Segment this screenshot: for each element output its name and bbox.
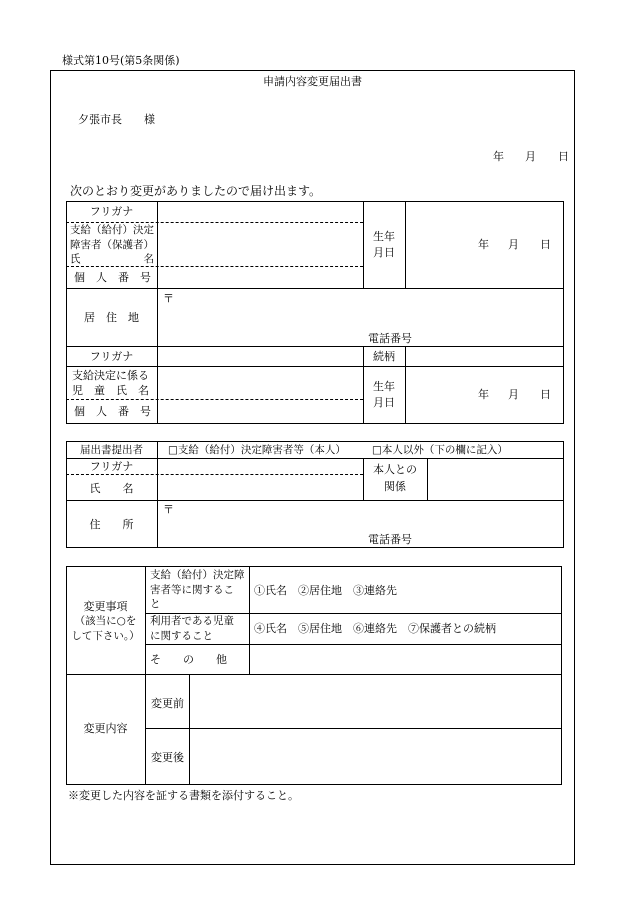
form-number: 様式第10号(第5条関係): [62, 54, 180, 67]
birth-month: 月: [508, 238, 519, 251]
submitter-phone-label: 電話番号: [368, 533, 412, 546]
kojin-bangou-label: 個 人 番 号: [74, 271, 151, 284]
child-birth-day: 日: [540, 388, 551, 401]
category-other[interactable]: そ の 他: [150, 653, 227, 666]
date-day: 日: [558, 150, 569, 163]
category-child-line2: に関すること: [150, 630, 213, 642]
form-title: 申請内容変更届出書: [263, 75, 362, 88]
child-label-line2: 児 童 氏 名: [72, 384, 149, 397]
relation-to-person-line1: 本人との: [373, 463, 417, 476]
submitter-label: 届出書提出者: [80, 444, 143, 456]
child-birth-year: 年: [478, 388, 489, 401]
child-kojin-label: 個 人 番 号: [74, 405, 151, 418]
child-birth-line2: 月日: [373, 396, 395, 409]
date-year: 年: [493, 150, 504, 163]
intro-text: 次のとおり変更がありましたので届け出ます。: [70, 184, 322, 198]
change-item-label-line3: して下さい。）: [71, 630, 140, 642]
category-recipient-line2: 害者等に関するこ: [150, 584, 234, 596]
recipient-label-line2: 障害者（保護者）: [70, 239, 154, 251]
date-month: 月: [525, 150, 536, 163]
recipient-label-line1: 支給（給付）決定: [70, 224, 154, 236]
before-change-label: 変更前: [151, 697, 184, 710]
addressee: 夕張市長 様: [78, 113, 155, 126]
submitter-option-self[interactable]: □支給（給付）決定障害者等（本人）: [168, 444, 346, 456]
postal-mark: 〒: [163, 292, 174, 305]
submitter-postal-mark: 〒: [163, 503, 174, 516]
birth-label-line2: 月日: [373, 246, 395, 259]
birth-day: 日: [540, 238, 551, 251]
child-birth-month: 月: [508, 388, 519, 401]
relation-label: 続柄: [373, 350, 395, 363]
recipient-name-label: 氏 名: [70, 253, 154, 265]
category-recipient-options[interactable]: ①氏名 ②居住地 ③連絡先: [254, 584, 397, 597]
birth-year: 年: [478, 238, 489, 251]
change-section: [66, 566, 562, 785]
category-child-line1: 利用者である児童: [150, 615, 234, 627]
change-item-label-line2: （該当に○を: [74, 615, 137, 627]
child-furigana-label: フリガナ: [89, 350, 134, 363]
change-content-label: 変更内容: [83, 722, 128, 735]
submitter-name-label: 氏 名: [89, 482, 134, 495]
residence-label: 居 住 地: [84, 311, 139, 324]
category-recipient-line1: 支給（給付）決定障: [150, 569, 245, 581]
change-item-label-line1: 変更事項: [83, 600, 128, 613]
phone-label: 電話番号: [368, 332, 412, 345]
submitter-option-other[interactable]: □本人以外（下の欄に記入）: [372, 444, 508, 456]
child-birth-line1: 生年: [373, 380, 395, 393]
submitter-address-label: 住 所: [89, 518, 134, 531]
category-child-options[interactable]: ④氏名 ⑤居住地 ⑥連絡先 ⑦保護者との続柄: [254, 622, 496, 635]
child-label-line1: 支給決定に係る: [72, 369, 149, 382]
category-recipient-line3: と: [150, 598, 161, 610]
relation-to-person-line2: 関係: [384, 480, 406, 493]
furigana-label: フリガナ: [89, 205, 134, 218]
birth-label-line1: 生年: [373, 230, 395, 243]
after-change-label: 変更後: [151, 751, 184, 764]
submitter-furigana-label: フリガナ: [89, 460, 134, 473]
attachment-note: ※変更した内容を証する書類を添付すること。: [68, 789, 299, 802]
